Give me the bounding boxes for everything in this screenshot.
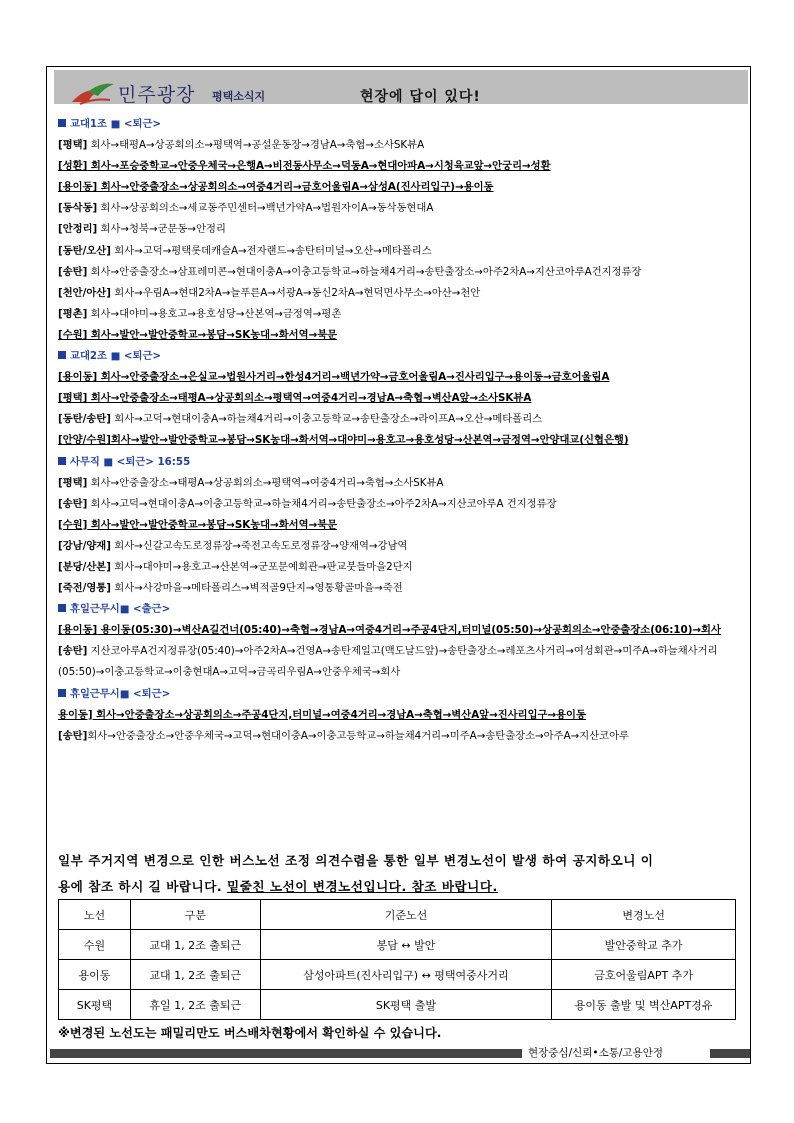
route-line [58, 241, 744, 262]
route-area-label: [수원] [58, 518, 88, 531]
route-stops: 회사→발안→발안중학교→봉담→SK농대→화서역→북문 [87, 328, 338, 341]
brand-subtitle: 평택소식지 [212, 90, 266, 103]
route-area-label: [분당/산본] [58, 560, 111, 573]
section-heading [58, 684, 744, 705]
table-cell: 봉담 ↔ 발안 [260, 930, 552, 960]
bird-logo-icon [70, 80, 116, 106]
notice-line-1: 일부 주거지역 변경으로 인한 버스노선 조정 의견수렴을 통한 일부 변경노선이 발생 하여 공지하오니 이 [58, 853, 654, 868]
route-line [58, 494, 744, 515]
route-area-label: [수원] [58, 328, 88, 341]
route-stops: 회사→포승중학교→안중우체국→은행A→비전동사무소→덕동A→현대아파A→시청육교앞→안궁리→성환 [87, 160, 551, 173]
route-stops: 회사→안중출장소→삼표레미콘→현대이충A→이충고등학교→하늘채4거리→송탄출장소→아주2차A→지산코아루A건지정류장 [87, 265, 642, 278]
route-stops: 회사→고덕→현대이충A→하늘채4거리→이충고등학교→송탄출장소→라이프A→오산→메타폴리스 [110, 413, 543, 426]
route-area-label: [동삭동] [58, 202, 98, 215]
table-cell: 수원 [59, 930, 131, 960]
table-cell: 발안중학교 추가 [552, 930, 736, 960]
route-area-label: [강남/양재] [58, 539, 111, 552]
route-line [58, 388, 744, 409]
route-line [58, 620, 744, 641]
table-row [59, 990, 736, 1020]
section-heading [58, 452, 744, 473]
route-line [58, 578, 744, 599]
section-heading [58, 599, 744, 620]
route-area-label: [평택] [58, 139, 88, 152]
footer-bar-right [710, 1049, 750, 1058]
footnote: ※변경된 노선도는 패밀리만도 버스배차현황에서 확인하실 수 있습니다. [58, 1026, 442, 1040]
route-stops: 회사→안중출장소→상공회의소→주공4단지,터미널→여중4거리→경남A→축협→벽산A앞→진사리입구→용이동 [92, 708, 586, 721]
section-heading-text: 휴일근무시■ <퇴근> [70, 687, 171, 700]
table-row [59, 930, 736, 960]
route-area-label: 용이동] [58, 708, 93, 721]
table-header-row [59, 900, 736, 930]
route-line [58, 177, 744, 198]
section-heading [58, 346, 744, 367]
table-cell: 교대 1, 2조 출퇴근 [130, 960, 260, 990]
table-cell: SK평택 [59, 990, 131, 1020]
route-line [58, 219, 744, 240]
slogan: 현장에 답이 있다! [360, 89, 481, 105]
route-area-label: [송탄] [58, 645, 88, 658]
route-list [58, 114, 744, 747]
route-area-label: [동탄/송탄] [58, 413, 111, 426]
route-line [58, 515, 744, 536]
route-line [58, 473, 744, 494]
route-line [58, 283, 744, 304]
table-cell: 용이동 [59, 960, 131, 990]
square-bullet-icon [58, 604, 66, 612]
route-line [58, 726, 744, 747]
route-stops: 회사→안중출장소→태평A→상공회의소→평택역→여중4거리→축협→소사SK뷰A [87, 476, 444, 489]
route-line [58, 536, 744, 557]
route-area-label: [죽전/영통] [58, 582, 111, 595]
route-stops: 회사→안중출장소→안중우체국→고덕→현대이충A→이충고등학교→하늘채4거리→미주A→송탄출장소→아주A→지산코아루 [87, 729, 629, 742]
route-stops: 회사→우림A→현대2차A→늘푸른A→서광A→동신2차A→현덕면사무소→아산→천안 [110, 286, 481, 299]
table-cell: SK평택 출발 [260, 990, 552, 1020]
route-stops: 용이동(05:30)→벽산A길건너(05:40)→축협→경남A→여중4거리→주공4단지,터미널(05:50)→상공회의소→안중출장소(06:10)→회사 [97, 624, 721, 637]
route-stops: 회사→대야미→용호고→용호성당→산본역→금정역→평촌 [87, 307, 342, 320]
route-stops: 회사→발안→발안중학교→봉담→SK농대→화서역→북문 [87, 518, 338, 531]
square-bullet-icon [58, 351, 66, 359]
brand-title: 민주광장 [118, 84, 196, 106]
route-area-label: [천안/아산] [58, 286, 111, 299]
route-area-label: [용이동] [58, 624, 98, 637]
footer-text: 현장중심/신뢰•소통/고용안정 [528, 1047, 663, 1059]
route-stops: 회사→발안→발안중학교→봉담→SK농대→화서역→대야미→용호고→용호성당→산본역→금정역→안양대교(신협은행) [110, 434, 629, 447]
route-stops: 회사→안중출장소→상공회의소→여중4거리→금호어울림A→삼성A(진사리입구)→용이동 [97, 181, 494, 194]
square-bullet-icon [58, 689, 66, 697]
notice-line-2 [58, 874, 742, 900]
route-area-label: [안양/수원] [58, 434, 111, 447]
route-stops: 회사→고덕→현대이충A→이충고등학교→하늘채4거리→송탄출장소→아주2차A→지산코아루A 건지정류장 [87, 497, 557, 510]
footer-bar-left [50, 1049, 522, 1058]
square-bullet-icon [58, 119, 66, 127]
notice-line-2-underlined: 밑줄친 노선이 변경노선입니다. 참조 바랍니다. [227, 879, 498, 894]
table-cell: 교대 1, 2조 출퇴근 [130, 930, 260, 960]
route-line [58, 325, 744, 346]
table-header: 구분 [130, 900, 260, 930]
square-bullet-icon [58, 457, 66, 465]
route-line [58, 367, 744, 388]
route-line [58, 135, 744, 156]
route-stops: 회사→태평A→상공회의소→평택역→공설운동장→경남A→축협→소사SK뷰A [87, 139, 425, 152]
route-line [58, 409, 744, 430]
route-line [58, 557, 744, 578]
route-area-label: [송탄] [58, 729, 88, 742]
route-area-label: [평촌] [58, 307, 88, 320]
table-header: 기준노선 [260, 900, 552, 930]
table-cell: 용이동 출발 및 벽산APT경유 [552, 990, 736, 1020]
route-area-label: [동탄/오산] [58, 244, 111, 257]
route-stops: 회사→사강마을→메타폴리스→벽적골9단지→영통황골마을→죽전 [110, 582, 403, 595]
table-cell: 휴일 1, 2조 출퇴근 [130, 990, 260, 1020]
table-cell: 금호어울림APT 추가 [552, 960, 736, 990]
notice-text [58, 848, 742, 900]
section-heading-text: 휴일근무시■ <출근> [70, 603, 171, 616]
route-stops: 회사→청북→군문동→안정리 [97, 223, 226, 236]
route-area-label: [평택] [58, 476, 88, 489]
section-heading [58, 114, 744, 135]
route-stops: 회사→상공회의소→세교동주민센터→백년가약A→법원자이A→동삭동현대A [97, 202, 434, 215]
route-stops: 지산코아루A건지정류장(05:40)→아주2차A→건영A→송탄제일고(맥도날드앞)→송탄출장소→레포츠사거리→여성회관→미주A→하늘채사거리(05:50)→이충고등학교→이충현대A→고덕→금곡리우림A→안중우체국→회사 [58, 645, 718, 679]
route-area-label: [평택] [58, 392, 88, 405]
route-stops: 회사→고덕→평택롯데캐슬A→전자랜드→송탄터미널→오산→메타폴리스 [110, 244, 432, 257]
route-stops: 회사→대야미→용호고→산본역→군포문예회관→판교붓들마을2단지 [110, 560, 413, 573]
route-line [58, 262, 744, 283]
table-cell: 삼성아파트(진사리입구) ↔ 평택여중사거리 [260, 960, 552, 990]
route-area-label: [성환] [58, 160, 88, 173]
notice-line-2-plain: 용에 참조 하시 길 바랍니다. [58, 879, 228, 894]
route-line [58, 705, 744, 726]
route-area-label: [용이동] [58, 181, 98, 194]
route-area-label: [송탄] [58, 497, 88, 510]
table-header: 변경노선 [552, 900, 736, 930]
route-area-label: [안정리] [58, 223, 98, 236]
route-line [58, 304, 744, 325]
route-stops: 회사→안중출장소→은실교→법원사거리→한성4거리→백년가약→금호어울림A→진사리입구→용이동→금호어울림A [97, 371, 610, 384]
section-heading-text: 사무직 ■ <퇴근> 16:55 [70, 455, 191, 468]
section-heading-text: 교대1조 ■ <퇴근> [70, 118, 162, 130]
route-line [58, 156, 744, 177]
route-line [58, 198, 744, 219]
table-header: 노선 [59, 900, 131, 930]
table-row [59, 960, 736, 990]
route-stops: 회사→신갈고속도로정류장→죽전고속도로정류장→양재역→강남역 [110, 539, 408, 552]
route-stops: 회사→안중출장소→태평A→상공회의소→평택역→여중4거리→경남A→축협→벽산A앞→소사SK뷰A [87, 392, 532, 405]
route-line [58, 430, 744, 451]
route-area-label: [용이동] [58, 371, 98, 384]
route-change-table [58, 899, 736, 1020]
section-heading-text: 교대2조 ■ <퇴근> [70, 350, 162, 363]
route-area-label: [송탄] [58, 265, 88, 278]
route-line [58, 641, 744, 683]
